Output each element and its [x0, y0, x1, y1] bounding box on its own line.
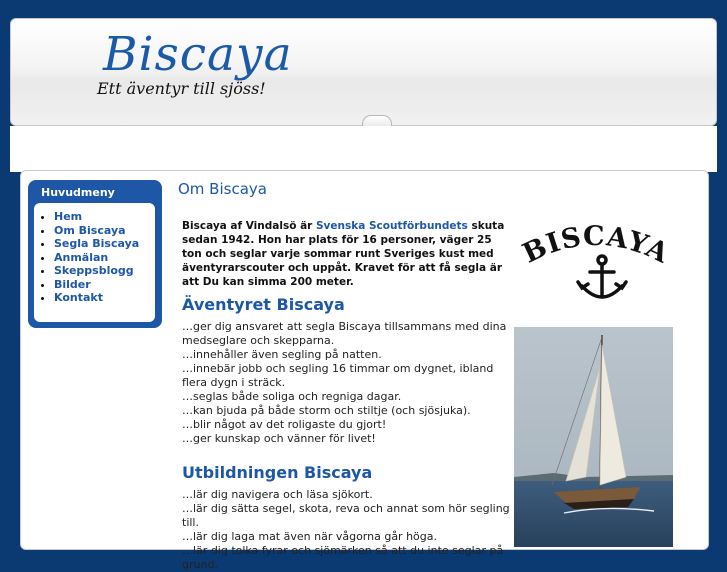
intro-paragraph: [182, 219, 512, 289]
scoutforbundet-link[interactable]: Svenska Scoutförbundets: [316, 220, 468, 232]
sidebar-link-bilder[interactable]: Bilder: [54, 277, 91, 291]
aventyret-line: …ger dig ansvaret att segla Biscaya tillsammans med dina medseglare och skepparna.: [182, 320, 507, 347]
intro-text-before: Biscaya af Vindalsö är: [182, 220, 316, 232]
sailing-ship-photo: [514, 327, 673, 547]
sidebar-item-kontakt: [54, 291, 155, 305]
site-header: [10, 18, 717, 126]
sidebar-menu-box: [34, 203, 155, 322]
aventyret-line: …blir något av det roligaste du gjort!: [182, 418, 387, 431]
utbildningen-line: …lär dig laga mat även när vågorna går höga.: [182, 530, 437, 543]
sidebar-title: Huvudmeny: [41, 186, 115, 199]
sidebar-menu: [28, 180, 162, 328]
anchor-icon: [578, 256, 626, 297]
sidebar-link-om-biscaya[interactable]: Om Biscaya: [54, 223, 126, 237]
sidebar-item-segla-biscaya: [54, 237, 155, 251]
utbildningen-list: [182, 488, 514, 572]
site-tagline: Ett äventyr till sjöss!: [97, 79, 266, 98]
aventyret-list: [182, 320, 514, 446]
aventyret-line: …seglas både soliga och regniga dagar.: [182, 390, 402, 403]
header-spacer-band: [10, 126, 717, 172]
utbildningen-line: …lär dig navigera och läsa sjökort.: [182, 488, 373, 501]
sidebar-link-segla-biscaya[interactable]: Segla Biscaya: [54, 237, 140, 250]
intro-text-after: skuta sedan 1942. Hon har plats för 16 personer, väger 25 ton och seglar varje sommar runt Sveriges kust med äventyrarscouter och uppåt. Kravet för att få segla är att Du kan simma 200 meter.: [182, 220, 505, 288]
sidebar-link-skeppsblogg[interactable]: Skeppsblogg: [54, 264, 134, 277]
sidebar-item-hem: [54, 210, 155, 224]
sidebar-item-anmalan: [54, 251, 155, 265]
sidebar-link-anmalan[interactable]: Anmälan: [54, 250, 109, 264]
sidebar-link-hem[interactable]: Hem: [54, 210, 83, 223]
site-logo-title[interactable]: Biscaya: [103, 27, 293, 82]
sidebar-menu-list: [34, 203, 155, 305]
sidebar-item-skeppsblogg: [54, 264, 155, 278]
utbildningen-line: …lär dig tolka fyrar och sjömärken så att du inte seglar på grund.: [182, 544, 504, 571]
aventyret-line: …innebär jobb och segling 16 timmar om dygnet, ibland flera dygn i sträck.: [182, 362, 494, 389]
aventyret-line: …ger kunskap och vänner för livet!: [182, 432, 376, 445]
section-heading-aventyret: Äventyret Biscaya: [182, 295, 345, 314]
anchor-logo-text: BISCAYA: [518, 222, 674, 270]
sidebar-item-bilder: [54, 278, 155, 292]
sidebar-item-om-biscaya: [54, 224, 155, 238]
section-heading-utbildningen: Utbildningen Biscaya: [182, 463, 373, 482]
aventyret-line: …innehåller även segling på natten.: [182, 348, 382, 361]
aventyret-line: …kan bjuda på både storm och stiltje (och sjösjuka).: [182, 404, 471, 417]
biscaya-anchor-logo: [510, 222, 680, 304]
sidebar-link-kontakt[interactable]: Kontakt: [54, 291, 103, 304]
page-title: Om Biscaya: [178, 180, 267, 198]
utbildningen-line: …lär dig sätta segel, skota, reva och annat som hör segling till.: [182, 502, 510, 529]
